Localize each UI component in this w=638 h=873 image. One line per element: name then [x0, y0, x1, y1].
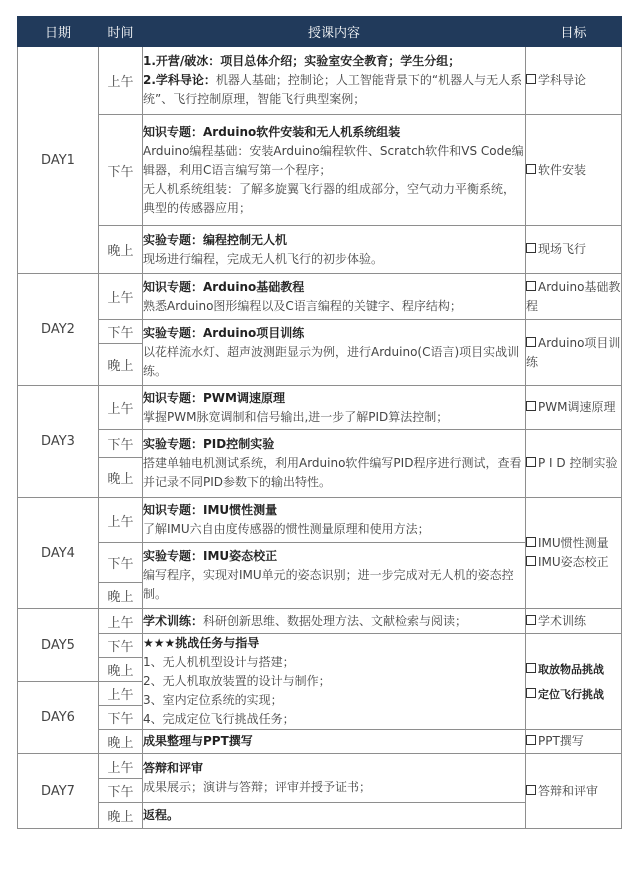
day3-pm-row [18, 430, 622, 458]
day1-eve-title: 实验专题：编程控制无人机 [143, 232, 288, 247]
day1-am-time: 上午 [99, 47, 143, 115]
header-date: 日期 [18, 17, 99, 47]
day3-pm-title: 实验专题：PID控制实验 [143, 437, 275, 451]
day4-am-title: 知识专题：IMU惯性测量 [143, 503, 278, 517]
day1-eve-time: 晚上 [99, 226, 143, 274]
day1-pm-time: 下午 [99, 115, 143, 226]
day2-am-title: 知识专题：Arduino基础教程 [143, 279, 305, 294]
schedule-table [17, 16, 622, 829]
checkbox-icon [526, 337, 536, 347]
day2-am-text: 熟悉Arduino图形编程以及C语言编程的关键字、程序结构； [143, 298, 462, 313]
day1-am-content [143, 47, 526, 115]
checkbox-icon [526, 74, 536, 84]
checkbox-icon [526, 735, 536, 745]
day1-pm-target: 软件安装 [526, 115, 622, 226]
header-content: 授课内容 [143, 17, 526, 47]
day4-pm-target: IMU姿态校正 [526, 553, 621, 572]
day1-pm-text2: 无人机系统组装：了解多旋翼飞行器的组成部分，空气动力平衡系统，典型的传感器应用； [143, 181, 516, 215]
challenge-target-1: 取放物品挑战 [526, 660, 621, 679]
checkbox-icon [526, 785, 536, 795]
day2-eve-time: 晚上 [99, 344, 143, 386]
day6-am-time: 上午 [99, 682, 143, 706]
day7-target: 答辩和评审 [526, 754, 622, 829]
day2-pm-time: 下午 [99, 320, 143, 344]
day4-target [526, 498, 622, 609]
day3-pm-content [143, 430, 526, 498]
day7-eve-content [143, 803, 526, 829]
day2-am-time: 上午 [99, 274, 143, 320]
day4-am-target: IMU惯性测量 [526, 534, 621, 553]
day7-am-title: 答辩和评审 [143, 761, 204, 775]
challenge-item-4: 4、完成定位飞行挑战任务； [143, 712, 295, 726]
challenge-title: ★★★挑战任务与指导 [143, 636, 260, 650]
day3-label: DAY3 [18, 386, 99, 498]
day3-eve-time: 晚上 [99, 458, 143, 498]
day2-label: DAY2 [18, 274, 99, 386]
day1-am-line2-text: 机器人基础；控制论；人工智能背景下的“机器人与无人系统”、飞行控制原理，智能飞行典型案例； [143, 73, 523, 106]
day4-label: DAY4 [18, 498, 99, 609]
day7-am-time: 上午 [99, 754, 143, 779]
day2-am-row [18, 274, 622, 320]
day3-am-time: 上午 [99, 386, 143, 430]
day5-am-time: 上午 [99, 609, 143, 634]
day4-pm-content [143, 543, 526, 609]
day7-pm-time: 下午 [99, 779, 143, 803]
day6-label: DAY6 [18, 682, 99, 754]
day4-am-time: 上午 [99, 498, 143, 543]
day6-pm-time: 下午 [99, 706, 143, 730]
day2-pm-text: 以花样流水灯、超声波测距显示为例，进行Arduino(C语言)项目实战训练。 [143, 345, 520, 378]
day3-am-title: 知识专题：PWM调速原理 [143, 390, 285, 405]
checkbox-icon [526, 457, 536, 467]
day1-label: DAY1 [18, 47, 99, 274]
day5-am-target: 学术训练 [526, 609, 622, 634]
day5-am-content [143, 609, 526, 634]
day3-am-row [18, 386, 622, 430]
challenge-target [526, 634, 622, 730]
day1-am-line1: 1.开营/破冰：项目总体介绍；实验室安全教育；学生分组； [143, 54, 461, 68]
day1-eve-content [143, 226, 526, 274]
day5-pm-time: 下午 [99, 634, 143, 658]
day1-am-line2-title: 2.学科导论： [143, 73, 216, 87]
day1-eve-text: 现场进行编程，完成无人机飞行的初步体验。 [143, 251, 384, 266]
day3-pm-time: 下午 [99, 430, 143, 458]
day4-am-text: 了解IMU六自由度传感器的惯性测量原理和使用方法； [143, 522, 430, 536]
day4-pm-title: 实验专题：IMU姿态校正 [143, 549, 278, 563]
checkbox-icon [526, 688, 536, 698]
day3-am-target: PWM调速原理 [526, 386, 622, 430]
checkbox-icon [526, 663, 536, 673]
challenge-item-2: 2、无人机取放装置的设计与制作； [143, 674, 331, 688]
checkbox-icon [526, 615, 536, 625]
checkbox-icon [526, 243, 536, 253]
day2-pm-title: 实验专题：Arduino项目训练 [143, 326, 305, 340]
day6-eve-title: 成果整理与PPT撰写 [143, 734, 253, 748]
header-time: 时间 [99, 17, 143, 47]
day5-label: DAY5 [18, 609, 99, 682]
day7-am-content [143, 754, 526, 803]
day6-eve-row [18, 730, 622, 754]
day1-pm-content [143, 115, 526, 226]
day5-am-text: 科研创新思维、数据处理方法、文献检索与阅读； [203, 613, 468, 628]
day3-am-content [143, 386, 526, 430]
day5-eve-time: 晚上 [99, 658, 143, 682]
day3-am-text: 掌握PWM脉宽调制和信号输出,进一步了解PID算法控制； [143, 409, 449, 424]
day6-eve-content [143, 730, 526, 754]
day7-eve-title: 返程。 [143, 808, 180, 822]
checkbox-icon [526, 537, 536, 547]
day5-am-title: 学术训练： [143, 613, 204, 628]
challenge-item-1: 1、无人机机型设计与搭建； [143, 655, 295, 669]
day7-am-row [18, 754, 622, 779]
checkbox-icon [526, 556, 536, 566]
challenge-content [143, 634, 526, 730]
day3-pm-text: 搭建单轴电机测试系统，利用Arduino软件编写PID程序进行测试，查看并记录不同PID参数下的输出特性。 [143, 456, 522, 489]
day1-am-row [18, 47, 622, 115]
header-target: 目标 [526, 17, 622, 47]
checkbox-icon [526, 164, 536, 174]
day4-am-content [143, 498, 526, 543]
challenge-target-2: 定位飞行挑战 [526, 685, 621, 704]
day2-pm-target: Arduino项目训练 [526, 320, 622, 386]
day5-pm-row [18, 634, 622, 658]
day1-pm-title: 知识专题：Arduino软件安装和无人机系统组装 [143, 124, 401, 139]
day1-eve-target: 现场飞行 [526, 226, 622, 274]
challenge-item-3: 3、室内定位系统的实现； [143, 693, 283, 707]
checkbox-icon [526, 401, 536, 411]
day1-pm-row [18, 115, 622, 226]
day2-am-target: Arduino基础教程 [526, 274, 622, 320]
day4-pm-text: 编写程序，实现对IMU单元的姿态识别；进一步完成对无人机的姿态控制。 [143, 568, 514, 601]
checkbox-icon [526, 281, 536, 291]
day7-eve-time: 晚上 [99, 803, 143, 829]
day3-pm-target: P I D 控制实验 [526, 430, 622, 498]
day7-am-text: 成果展示；演讲与答辩；评审并授予证书； [143, 780, 372, 794]
day4-pm-time: 下午 [99, 543, 143, 583]
day4-am-row [18, 498, 622, 543]
day7-label: DAY7 [18, 754, 99, 829]
day5-am-row [18, 609, 622, 634]
day1-pm-text1: Arduino编程基础：安装Arduino编程软件、Scratch软件和VS Code编辑器，利用C语言编写第一个程序； [143, 143, 524, 177]
day2-pm-row [18, 320, 622, 344]
day2-am-content [143, 274, 526, 320]
day2-pm-content [143, 320, 526, 386]
day1-eve-row [18, 226, 622, 274]
day6-eve-target: PPT撰写 [526, 730, 622, 754]
header-row [18, 17, 622, 47]
day4-eve-time: 晚上 [99, 583, 143, 609]
day6-eve-time: 晚上 [99, 730, 143, 754]
day1-am-target: 学科导论 [526, 47, 622, 115]
